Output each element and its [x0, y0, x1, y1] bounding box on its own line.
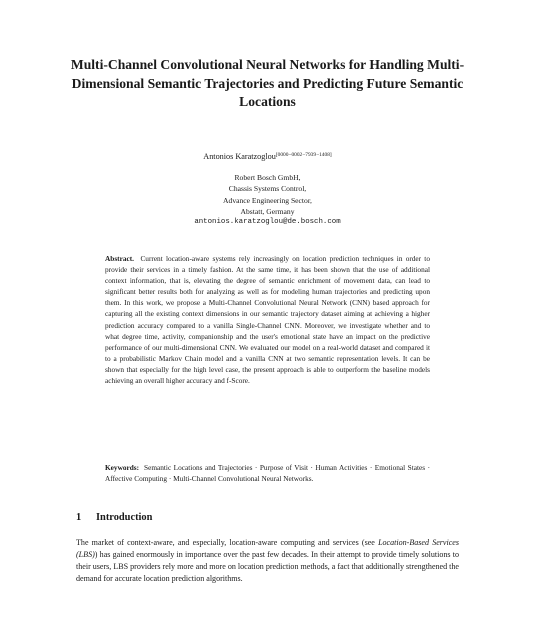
author-orcid: [0000−0002−7939−1408] — [275, 152, 332, 158]
intro-paragraph — [76, 537, 459, 585]
section-title: Introduction — [96, 512, 153, 523]
intro-italic-term: Location-Based Services (LBS) — [76, 538, 460, 560]
paper-title: Multi-Channel Convolutional Neural Networks for Handling Multi-Dimensional Semantic Trajectories and Predicting Future Semantic Locations — [70, 57, 465, 109]
affiliation-block — [60, 172, 475, 228]
author-line — [60, 152, 475, 161]
intro-text-continued: ) has gained enormously in importance over the past few decades. In their attempt to provide timely solutions to their users, LBS providers rely more and more on location prediction methods, a fact that additionally strengthened the demand for accurate location prediction algorithms. — [76, 550, 459, 584]
keywords — [105, 462, 430, 484]
section-number: 1 — [76, 512, 82, 523]
section-heading — [76, 512, 152, 523]
intro-text: The market of context-aware, and especially, location-aware computing and services (see — [76, 538, 379, 547]
author-name: Antonios Karatzoglou — [203, 152, 276, 161]
affiliation-line: Chassis Systems Control, — [228, 184, 307, 194]
affiliation-line: Advance Engineering Sector, — [223, 195, 312, 205]
abstract-text: Current location-aware systems rely increasingly on location prediction techniques in order to provide their services in a timely fashion. At the same time, it has been shown that the use of additional context information, that is, elevating the degree of semantic enrichment of movement data, can lead to significant better results both for analyzing as well as for modeling human trajectories and predicting upon them. In this work, we propose a Multi-Channel Convolutional Neural Network (CNN) based approach for capturing all the existing context dimensions in our semantic trajectory dataset aiming at achieving a higher prediction accuracy compared to a vanilla Single-Channel CNN. Moreover, we investigate whether and to what degree time, activity, companionship and the user's emotional state have an impact on the predictive performance of our multi-dimensional CNN. We evaluated our model on a real-world dataset and compared it to a probabilistic Markov Chain model and a vanilla CNN at two semantic representation levels. It can be shown that especially for the high level case, the present approach is able to outperform the baseline models achieving an overall higher accuracy and f-Score. — [105, 254, 430, 386]
abstract-label: Abstract. — [105, 254, 134, 263]
affiliation-line: Abstatt, Germany — [240, 206, 295, 216]
affiliation-line: Robert Bosch GmbH, — [234, 173, 301, 182]
author-email: antonios.karatzoglou@de.bosch.com — [194, 218, 341, 227]
keywords-label: Keywords: — [105, 463, 140, 472]
abstract — [105, 253, 430, 386]
keywords-text: Semantic Locations and Trajectories · Purpose of Visit · Human Activities · Emotional States · Affective Computing · Multi-Channel Convolutional Neural Networks. — [105, 463, 430, 484]
